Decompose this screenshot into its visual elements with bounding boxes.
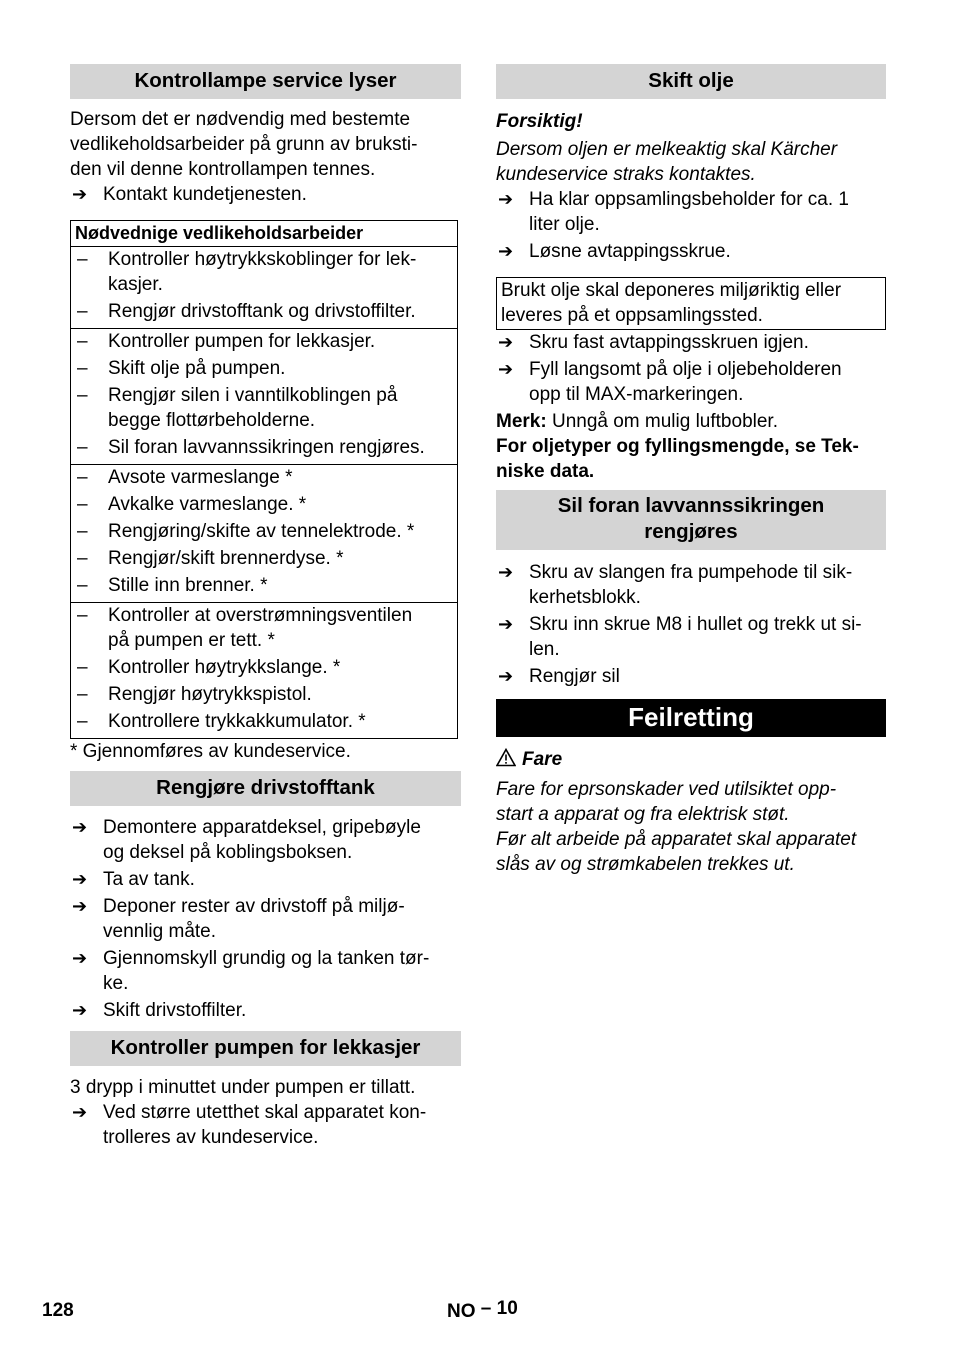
action-item: ➔ Ved større utetthet skal apparatet kon- trolleres av kundeservice. (72, 1102, 427, 1148)
list-item: – Sil foran lavvannssikringen rengjøres. (77, 437, 425, 458)
arrow-right-icon: ➔ (498, 332, 514, 352)
arrow-right-icon: ➔ (498, 666, 514, 686)
arrow-right-icon: ➔ (72, 948, 88, 968)
arrow-right-icon: ➔ (72, 1102, 88, 1122)
list-item: – Skift olje på pumpen. (77, 358, 286, 379)
heading-pumpe: Kontroller pumpen for lekkasjer (70, 1031, 461, 1066)
action-kontakt: ➔ Kontakt kundetjenesten. (72, 184, 307, 205)
table-group-1 (71, 247, 458, 329)
page-number: 128 (42, 1300, 74, 1321)
action-item: ➔ Skru fast avtappingsskruen igjen. (498, 332, 809, 353)
arrow-right-icon: ➔ (72, 817, 88, 837)
action-item: ➔ Demontere apparatdeksel, gripebøyle og deksel på koblingsboksen. (72, 817, 421, 863)
maintenance-table (70, 220, 458, 739)
action-item: ➔ Skru av slangen fra pumpehode til sik- kerhetsblokk. (498, 562, 853, 608)
action-item: ➔ Løsne avtappingsskrue. (498, 241, 731, 262)
list-item: – Rengjør silen i vanntilkoblingen på begge flottørbeholderne. (77, 385, 398, 431)
list-item: – Avsote varmeslange * (77, 467, 293, 488)
para-kontrollampe: Dersom det er nødvendig med bestemte vedlikeholdsarbeider på grunn av bruksti- den vil denne kontrollampen tennes. (70, 109, 418, 180)
heading-feilretting: Feilretting (496, 699, 886, 737)
warning-triangle-icon (496, 748, 516, 774)
action-item: ➔ Skift drivstoffilter. (72, 1000, 247, 1021)
list-item: – Kontroller høytrykkslange. * (77, 657, 341, 678)
action-item: ➔ Rengjør sil (498, 666, 620, 687)
table-group-3 (71, 465, 458, 603)
heading-drivstofftank: Rengjøre drivstofftank (70, 771, 461, 806)
section-page-marker: NO – 10 (447, 1298, 518, 1322)
action-item: ➔ Gjennomskyll grundig og la tanken tør- ke. (72, 948, 430, 994)
action-item: ➔ Deponer rester av drivstoff på miljø- vennlig måte. (72, 896, 405, 942)
danger-text: Fare for eprsonskader ved utilsiktet opp- start a apparat og fra elektrisk støt. Før alt arbeide på apparatet skal apparatet slås av og strømkabelen trekkes ut. (496, 779, 857, 875)
table-group-2 (71, 329, 458, 465)
list-item: – Kontroller at overstrømningsventilen på pumpen er tett. * (77, 605, 413, 651)
list-item: – Rengjøring/skifte av tennelektrode. * (77, 521, 415, 542)
arrow-right-icon: ➔ (498, 189, 514, 209)
note-merk: Merk: Unngå om mulig luftbobler. (496, 411, 778, 432)
list-item: – Rengjør/skift brennerdyse. * (77, 548, 344, 569)
arrow-right-icon: ➔ (72, 1000, 88, 1020)
list-item: – Stille inn brenner. * (77, 575, 268, 596)
heading-sil: Sil foran lavvannssikringen rengjøres (496, 490, 886, 550)
list-item: – Kontroller høytrykkskoblinger for lek- kasjer. (77, 249, 417, 295)
danger-title: Fare (496, 747, 886, 774)
list-item: – Kontrollere trykkakkumulator. * (77, 711, 366, 732)
arrow-right-icon: ➔ (72, 869, 88, 889)
arrow-right-icon: ➔ (498, 614, 514, 634)
list-item: – Kontroller pumpen for lekkasjer. (77, 331, 376, 352)
left-column (70, 64, 461, 1152)
table-header: Nødvednige vedlikeholdsarbeider (71, 221, 458, 247)
arrow-right-icon: ➔ (72, 184, 88, 204)
list-item: – Rengjør høytrykkspistol. (77, 684, 312, 705)
action-item: ➔ Skru inn skrue M8 i hullet og trekk ut si- len. (498, 614, 862, 660)
environment-note-box: Brukt olje skal deponeres miljøriktig eller leveres på et oppsamlingssted. (496, 277, 886, 330)
arrow-right-icon: ➔ (498, 359, 514, 379)
table-footnote: * Gjennomføres av kundeservice. (70, 741, 351, 762)
para-pumpe: 3 drypp i minuttet under pumpen er tillatt. (70, 1077, 416, 1098)
arrow-right-icon: ➔ (72, 896, 88, 916)
list-item: – Rengjør drivstofftank og drivstoffilter. (77, 301, 416, 322)
table-group-4 (71, 603, 458, 739)
caution-title: Forsiktig! (496, 111, 583, 132)
heading-skift-olje: Skift olje (496, 64, 886, 99)
list-item: – Avkalke varmeslange. * (77, 494, 307, 515)
note-oljetyper: For oljetyper og fyllingsmengde, se Tek- niske data. (496, 436, 859, 482)
arrow-right-icon: ➔ (498, 562, 514, 582)
arrow-right-icon: ➔ (498, 241, 514, 261)
action-item: ➔ Ha klar oppsamlingsbeholder for ca. 1 liter olje. (498, 189, 850, 235)
caution-text: Dersom oljen er melkeaktig skal Kärcher kundeservice straks kontaktes. (496, 139, 838, 185)
heading-kontrollampe: Kontrollampe service lyser (70, 64, 461, 99)
action-item: ➔ Fyll langsomt på olje i oljebeholderen opp til MAX-markeringen. (498, 359, 842, 405)
action-item: ➔ Ta av tank. (72, 869, 195, 890)
right-column (496, 64, 886, 877)
